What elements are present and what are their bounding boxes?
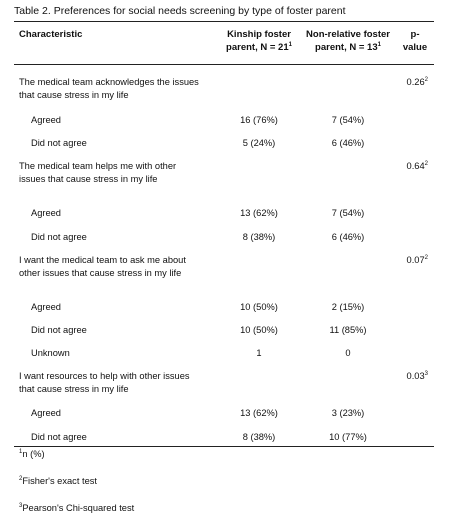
header-bottom-rule [14, 64, 434, 65]
q2-row-2-label: Did not agree [31, 232, 87, 242]
question-1-p-sup: 2 [424, 76, 428, 83]
header-nonrelative-line1: Non-relative foster [306, 29, 390, 40]
footnote-3 [19, 503, 134, 513]
q3-row-3-nonrelative: 0 [345, 348, 351, 358]
question-2-p-sup: 2 [424, 160, 428, 167]
q3-row-1-nonrelative: 2 (15%) [331, 302, 365, 312]
table-caption: Table 2. Preferences for social needs screening by type of foster parent [14, 5, 346, 17]
header-pvalue [396, 28, 434, 54]
header-pvalue-line2: value [402, 42, 428, 53]
header-nonrelative-n: parent, N = 13 [315, 42, 378, 53]
q1-row-1-nonrelative: 7 (54%) [331, 115, 365, 125]
header-kinship-n: parent, N = 21 [226, 42, 289, 53]
footnote-2-mark: 2 [19, 475, 23, 482]
q1-row-2-label: Did not agree [31, 138, 87, 148]
footnote-1 [19, 449, 45, 459]
question-4-pvalue [396, 370, 434, 383]
question-4-line2: that cause stress in my life [19, 384, 129, 394]
question-4-p: 0.03 [406, 371, 425, 381]
header-kinship-line2 [218, 41, 300, 54]
header-nonrelative [300, 28, 396, 54]
question-1-p: 0.26 [406, 77, 425, 87]
q2-row-2-nonrelative: 6 (46%) [331, 232, 365, 242]
question-1-pvalue [396, 76, 434, 89]
question-2-line1: The medical team helps me with other [19, 161, 177, 171]
header-kinship-line1: Kinship foster [227, 29, 291, 40]
header-pvalue-line1: p- [410, 29, 420, 40]
q1-row-2-kinship: 5 (24%) [242, 138, 276, 148]
q3-row-3-label: Unknown [31, 348, 70, 358]
question-4-line1: I want resources to help with other issues [19, 371, 190, 381]
question-3-pvalue [396, 254, 434, 267]
q4-row-2-kinship: 8 (38%) [242, 432, 276, 442]
question-3-line2: other issues that cause stress in my life [19, 268, 182, 278]
question-4-label [19, 370, 219, 396]
q2-row-2-kinship: 8 (38%) [242, 232, 276, 242]
q4-row-2-label: Did not agree [31, 432, 87, 442]
q4-row-1-label: Agreed [31, 408, 61, 418]
header-kinship-sup: 1 [288, 41, 292, 48]
table-top-rule [14, 21, 434, 22]
q2-row-1-kinship: 13 (62%) [240, 208, 278, 218]
footnote-2-text: Fisher's exact test [22, 476, 97, 486]
header-kinship [218, 28, 300, 54]
header-nonrelative-line2 [300, 41, 396, 54]
question-3-p: 0.07 [406, 255, 425, 265]
question-4-p-sup: 3 [424, 370, 428, 377]
q1-row-2-nonrelative: 6 (46%) [331, 138, 365, 148]
q3-row-2-label: Did not agree [31, 325, 87, 335]
table-bottom-rule [14, 446, 434, 447]
question-3-line1: I want the medical team to ask me about [19, 255, 186, 265]
q2-row-1-label: Agreed [31, 208, 61, 218]
q4-row-2-nonrelative: 10 (77%) [329, 432, 367, 442]
q4-row-1-kinship: 13 (62%) [240, 408, 278, 418]
q1-row-1-kinship: 16 (76%) [240, 115, 278, 125]
question-1-label [19, 76, 219, 102]
question-1-line1: The medical team acknowledges the issues [19, 77, 199, 87]
q4-row-1-nonrelative: 3 (23%) [331, 408, 365, 418]
header-nonrelative-sup: 1 [377, 41, 381, 48]
question-3-p-sup: 2 [424, 254, 428, 261]
question-1-line2: that cause stress in my life [19, 90, 129, 100]
question-2-label [19, 160, 219, 186]
q3-row-1-label: Agreed [31, 302, 61, 312]
header-characteristic: Characteristic [19, 29, 83, 40]
footnote-3-text: Pearson's Chi-squared test [22, 503, 135, 513]
footnote-2 [19, 476, 97, 486]
question-2-line2: issues that cause stress in my life [19, 174, 158, 184]
q3-row-2-nonrelative: 11 (85%) [329, 325, 367, 335]
q3-row-2-kinship: 10 (50%) [240, 325, 278, 335]
q1-row-1-label: Agreed [31, 115, 61, 125]
q3-row-1-kinship: 10 (50%) [240, 302, 278, 312]
q3-row-3-kinship: 1 [256, 348, 262, 358]
question-3-label [19, 254, 219, 280]
footnote-1-mark: 1 [19, 448, 23, 455]
footnote-1-text: n (%) [22, 449, 45, 459]
q2-row-1-nonrelative: 7 (54%) [331, 208, 365, 218]
question-2-pvalue [396, 160, 434, 173]
footnote-3-mark: 3 [19, 502, 23, 509]
question-2-p: 0.64 [406, 161, 425, 171]
